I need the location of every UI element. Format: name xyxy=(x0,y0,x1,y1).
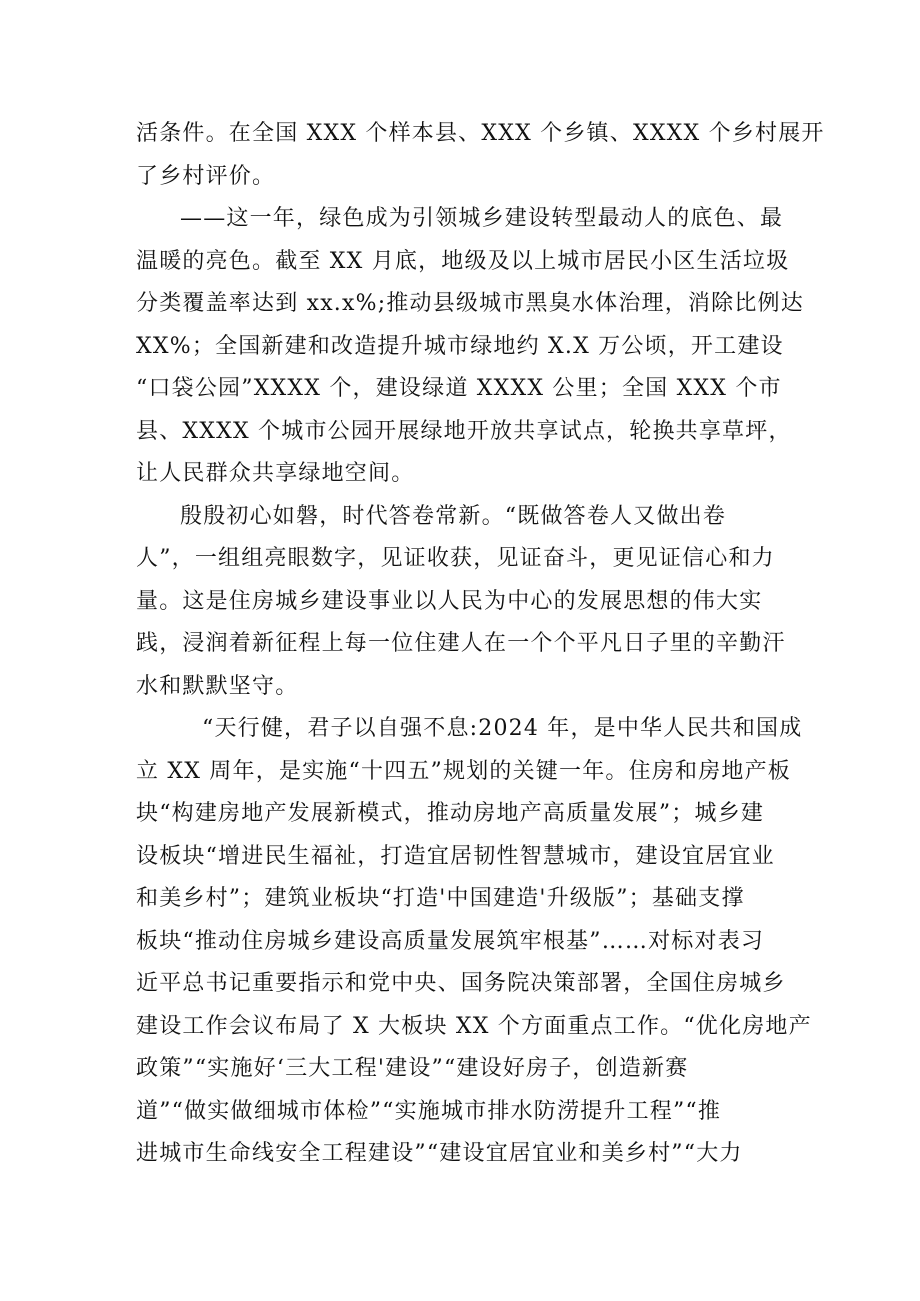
text-line: 分类覆盖率达到 xx.x%;推动县级城市黑臭水体治理，消除比例达 xyxy=(136,291,804,316)
text-line: 近平总书记重要指示和党中央、国务院决策部署，全国住房城乡 xyxy=(136,971,786,996)
text-line: “口袋公园”XXXX 个，建设绿道 XXXX 公里；全国 XXX 个市 xyxy=(136,376,782,401)
text-line: 活条件。在全国 XXX 个样本县、XXX 个乡镇、XXXX 个乡村展开 xyxy=(136,121,825,146)
document-body xyxy=(136,113,825,1176)
text-line: 水和默默坚守。 xyxy=(136,673,299,699)
paragraph-start-line: ——这一年，绿色成为引领城乡建设转型最动人的底色、最 xyxy=(180,206,784,231)
text-line: 人”，一组组亮眼数字，见证收获，见证奋斗，更见证信心和力 xyxy=(136,546,775,571)
text-line: 温暖的亮色。截至 XX 月底，地级及以上城市居民小区生活垃圾 xyxy=(136,248,790,274)
text-line: 县、XXXX 个城市公园开展绿地开放共享试点，轮换共享草坪， xyxy=(136,418,792,444)
paragraph-start-line: “天行健，君子以自强不息:2024 年，是中华人民共和国成 xyxy=(202,716,803,741)
text-line: 了乡村评价。 xyxy=(136,163,276,189)
text-line: XX%；全国新建和改造提升城市绿地约 X.X 万公顷，开工建设 xyxy=(136,333,784,359)
text-line: 量。这是住房城乡建设事业以人民为中心的发展思想的伟大实 xyxy=(136,588,763,614)
text-line: 进城市生命线安全工程建设”“建设宜居宜业和美乡村”“大力 xyxy=(136,1141,743,1166)
paragraph-start-line: 殷殷初心如磐，时代答卷常新。“既做答卷人又做出卷 xyxy=(180,503,727,529)
text-line: 立 XX 周年，是实施“十四五”规划的关键一年。住房和房地产板 xyxy=(136,758,792,784)
text-line: 设板块“增进民生福祉，打造宜居韧性智慧城市，建设宜居宜业 xyxy=(136,843,775,869)
text-line: 让人民群众共享绿地空间。 xyxy=(136,461,415,486)
text-line: 政策”“实施好‘三大工程'建设”“建设好房子，创造新赛 xyxy=(136,1056,689,1081)
text-line: 块“构建房地产发展新模式，推动房地产高质量发展”；城乡建 xyxy=(136,801,765,826)
text-line: 板块“推动住房城乡建设高质量发展筑牢根基”……对标对表习 xyxy=(136,928,765,954)
text-line: 道”“做实做细城市体检”“实施城市排水防涝提升工程”“推 xyxy=(136,1098,722,1124)
text-line: 建设工作会议布局了 X 大板块 XX 个方面重点工作。“优化房地产 xyxy=(136,1013,812,1039)
text-line: 和美乡村”；建筑业板块“打造'中国建造'升级版”；基础支撑 xyxy=(136,886,745,911)
text-line: 践，浸润着新征程上每一位住建人在一个个平凡日子里的辛勤汗 xyxy=(136,631,786,656)
